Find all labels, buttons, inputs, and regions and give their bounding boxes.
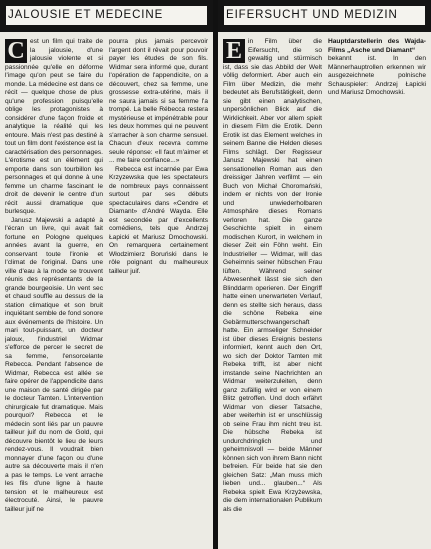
left-page-title: JALOUSIE ET MEDECINE [6,6,207,25]
right-col2-heading: Hauptdarstellerin des Wajda-Films „Asche und Diamant“ [328,38,426,54]
left-dropcap: C [5,39,27,63]
left-column-1 [5,38,103,544]
left-col2-paragraph-1: pourra plus jamais percevoir l'argent dont il rêvait pour pouvoir payer les études de son fils. Widmar sera informé que, durant l'opération de l'appendicite, on a découvert, chez sa femme, une grossesse extra-utérine, mais il ne saura jamais si sa femme l'a trompé. La belle Rébecca restera mystérieuse et impénétrable pour les deux hommes qui ne peuvent s'arracher à son charme sensuel. Chacun d'eux recevra comme seule réponse: «Il faut m'aimer et ... me faire confiance...» [109,38,208,164]
left-col1-paragraph-2: Janusz Majewski a adapté à l'écran un livre, qui avait fait fortune en Pologne quelques années avant la guerre, en conservant toute l'ironie et l'climat de l'original. Dans une ville d'eau à la mode se trouvent réunis des représentants de la grande bourgeoisie. Un vent sec et chaud souffle au dessus de la station climatique et son bruit inquiétant semble de fond sonore aux événements de l'histoire. Un mari tout-puissant, un docteur jaloux, l'industriel Widmar s'efforce de percer le secret de sa femme, l'ensorcelante Rebecca. Pendant l'absence de Widmar, Rebecca est allée se faire opérer de l'appendicite dans une maison de santé dirigée par le docteur Tamten. L'intervention chirurgicale fut dramatique. Mais pourquoi? Rebecca et le médecin sont liés par un pauvre tailleur juif du nom de Gold, qui découvre bientôt le lieu de leurs rendez-vous. Il voudrait bien monnayer d'une façon ou d'une autre sa découverte mais il n'en a pas le temps. Le vent arrache les fils d'une ligne à haute tension et le malheureux est électrocuté. Ainsi, le pauvre tailleur juif ne [5,216,103,513]
right-column-2 [328,38,426,544]
left-col1-paragraph-1: est un film qui traite de la jalousie, d'une jalousie violente et si passionnée qu'elle en déforme l'image qu'on peut se faire du monde. La médecine est dans ce récit — quelque chose de plus qu'une profession puisqu'elle oblige les protagonistes à considérer d'une façon froide et analytique la réalité qui les entoure. Mais n'est pas destiné à tout un film dont l'existence est la caractérisation des personnages. L'érotisme est un élément qui emporte dans son tourbillon les personnages et qui donne à une femme un charme fascinant le droit de devenir le centre d'un récit aussi dramatique que burlesque. [5,38,103,215]
left-page [0,0,213,549]
right-page [218,0,431,549]
left-col2-paragraph-2: Rebecca est incarnée par Ewa Krzyzewska que les spectateurs de nombreux pays connaissent surtout par ses débuts spectaculaires dans «Cendre et Diamant» d'André Wayda. Elle est secondée par d'excellents comédiens, tels que Andrzej Łapicki et Mariusz Dmochowski. On remarquera certainement Włodzimierz Boruński dans le rôle poignant du malheureux tailleur juif. [109,165,208,275]
right-dropcap: E [223,39,245,63]
left-header-bar [0,0,213,30]
right-header-bar [218,0,431,30]
left-column-2 [109,38,208,544]
right-header-rule [218,30,431,32]
right-col2-paragraph-1: bekannt ist. In den Männerhauptrollen erkennen wir ausgezeichnete polnische Schauspieler: Andrzej Łapicki und Mariusz Dmochowski. [328,55,426,96]
right-column-1 [223,38,322,544]
right-page-title: EIFERSUCHT UND MEDIZIN [224,6,425,25]
right-col1-paragraph-1: in Film über die Eifersucht, die so gewaltig und stürmisch ist, dass sie das Abbild der Welt völlig deformiert. Aber auch ein Film über Medizin, die mehr bedeutet als Berufstätigkeit, denn sie gibt einen analytischen, unpersönlichen Blick auf die Wirklichkeit. Aber vor allem spielt in diesem Film die Erotik. Denn Erotik ist das Element welches in seinem Banne die Helden dieses Films schlägt. Der Regisseur Janusz Majewski hat einen sensationellen Roman aus den dreissiger Jahren verfilmt — ein Buch von Michał Choromański, indem er nichts von der Ironie und unwiederholbaren Atmosphäre dieses Romans verloren hat. Die ganze Geschichte spielt in einem modischen Kurort, in welchem in dieser Zeit ein Föhn weht. Ein Industrieller — Widmar, will das Geheimnis seiner hübschen Frau lüften. Während seiner Abwesenheit lässt sie sich den Blinddarm operieren. Der Eingriff hatte einen unerwarteten Verlauf, denn es stellte sich heraus, dass die schöne Rebeka eine Gebärmutterschwangerschaft hatte. Ein armseliger Schneider ist über dieses Ereignis bestens informiert, kennt auch den Ort, wo sich der Doktor Tamten mit Rebeka trifft, ist aber nicht imstande seine Nachrichten an Widmar weiterzuleiten, denn ganz zufällig wird er von einem Blitz getroffen. Und doch erfährt Widmar von dieser Tatsache, aber weiterhin ist er unschlüssig ob seine Frau ihm nicht treu ist. Die hübsche Rebeka ist undurchdringlich und geheimnisvoll — beide Männer können sich von ihrem Bann nicht befreien. Für beide hat sie den gleichen Satz: „Man muss mich lieben und... glauben...“ Als Rebeka spielt Ewa Krzyżewska, die dem internationalen Publikum als die [223,38,322,513]
left-header-rule [0,30,213,32]
